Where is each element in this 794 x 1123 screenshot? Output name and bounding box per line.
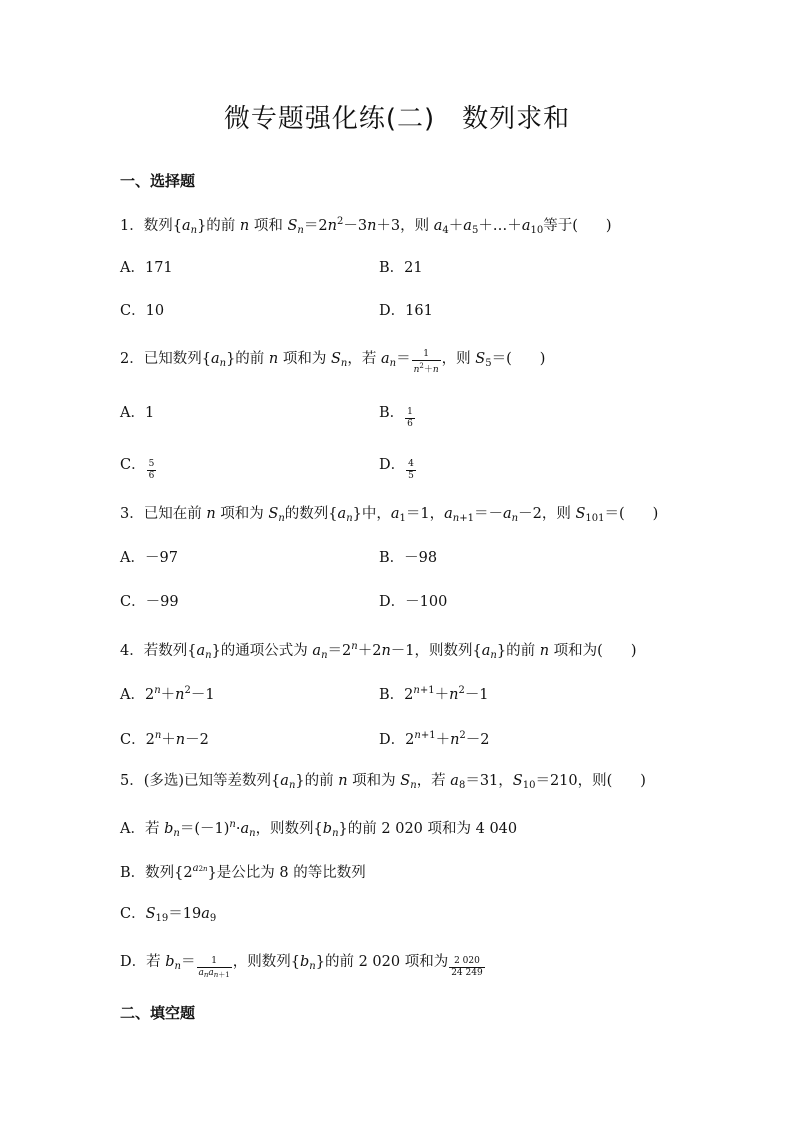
q5-option-d: D．若 $b_n=$ $\frac{1}{a_na_{n+1}}$ ，则数列$\{b_n\}$的前 2 020 项和为 $\frac{2 020}{24 249}$ xyxy=(120,954,483,979)
fraction: $\frac{1}{n^2+n}$ xyxy=(413,349,439,375)
page-title: 微专题强化练(二) 数列求和 xyxy=(223,104,571,134)
q3-option-d: D．－100 xyxy=(379,594,448,610)
q1-option-d: D．161 xyxy=(379,303,433,319)
q3-option-b: B．－98 xyxy=(379,550,438,566)
q1-option-c: C．10 xyxy=(120,303,165,319)
q3-option-c: C．－99 xyxy=(120,594,179,610)
question-1: 1．数列$\{a_n\}$的前 n 项和 $S_n=2n^2-3n+3$，则 $a_4+a_5+\dots+a_{10}$等于( ) xyxy=(120,216,612,236)
question-2: 2．已知数列$\{a_n\}$的前 n 项和为 $S_n$，若 $a_n=$ $\frac{1}{n^2+n}$ ，则 $S_5=$( ) xyxy=(120,349,546,375)
q4-option-b: B．$2^{n+1}+n^2-1$ xyxy=(379,685,489,703)
q1-option-a: A．171 xyxy=(120,260,173,276)
q4-option-a: A．$2^n+n^2-1$ xyxy=(120,685,215,703)
q5-option-c: C．$S_{19}=19a_9$ xyxy=(120,906,217,924)
q4-option-c: C．$2^n+n-2$ xyxy=(120,730,209,748)
question-3: 3．已知在前 n 项和为 $S_n$的数列$\{a_n\}$中，$a_1=1$，$a_{n+1}=-a_n-2$，则 $S_{101}=$( ) xyxy=(120,506,659,524)
q4-option-d: D．$2^{n+1}+n^2-2$ xyxy=(379,730,490,748)
question-5: 5．(多选)已知等差数列$\{a_n\}$的前 n 项和为 $S_n$，若 $a_8=31$，$S_{10}=210$，则( ) xyxy=(120,773,646,791)
q2-option-c: C． $\frac{5}{6}$ xyxy=(120,457,155,481)
q3-option-a: A．－97 xyxy=(120,550,178,566)
question-4: 4．若数列$\{a_n\}$的通项公式为 $a_n=2^n+2n-1$，则数列$\{a_n\}$的前 n 项和为( ) xyxy=(120,641,637,661)
section-heading-choice: 一、选择题 xyxy=(120,172,196,190)
q1-option-b: B．21 xyxy=(379,260,423,276)
q5-option-b: B．数列$\{2^{a2n}\}$是公比为 8 的等比数列 xyxy=(120,863,366,881)
q5-option-a: A．若 $b_n=(-1)^n\cdot a_n$，则数列$\{b_n\}$的前 2 020 项和为 4 040 xyxy=(120,819,518,839)
q2-option-a: A．1 xyxy=(120,405,155,421)
q2-option-b: B． $\frac{1}{6}$ xyxy=(379,405,413,429)
q2-option-d: D． $\frac{4}{5}$ xyxy=(379,457,414,481)
section-heading-fill: 二、填空题 xyxy=(120,1004,196,1022)
